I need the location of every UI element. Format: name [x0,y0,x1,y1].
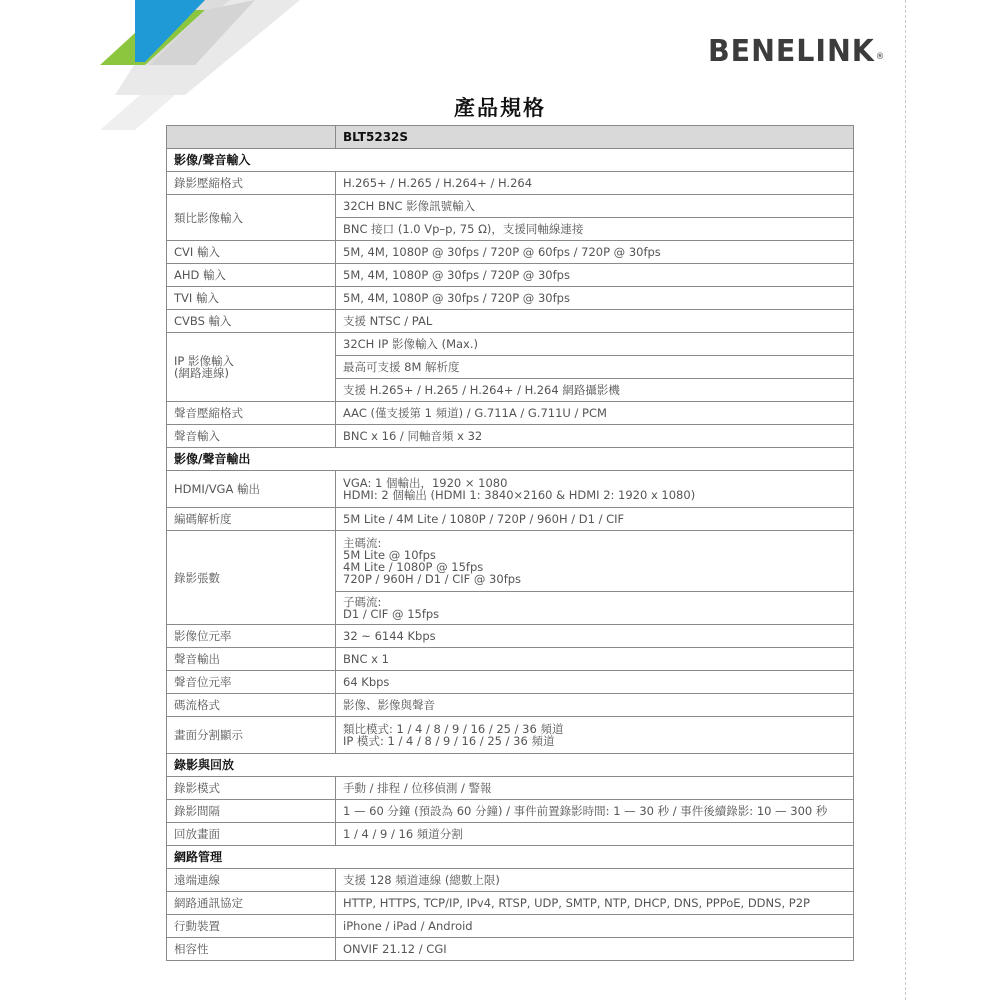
spec-label: 聲音輸入 [167,425,336,448]
spec-label: 聲音壓縮格式 [167,402,336,425]
spec-label: 錄影間隔 [167,800,336,823]
spec-row [167,823,854,846]
spec-value: 支援 128 頻道連線 (總數上限) [336,869,854,892]
spec-value: 支援 H.265+ / H.265 / H.264+ / H.264 網路攝影機 [336,379,854,402]
spec-value: BNC x 1 [336,648,854,671]
spec-row [167,425,854,448]
spec-value: iPhone / iPad / Android [336,915,854,938]
spec-row [167,915,854,938]
section-title: 錄影與回放 [167,754,854,777]
spec-label: 影像位元率 [167,625,336,648]
spec-row [167,195,854,218]
section-title: 影像/聲音輸入 [167,149,854,172]
spec-label: TVI 輸入 [167,287,336,310]
margin-guide-line [905,0,906,1000]
spec-label: 錄影壓縮格式 [167,172,336,195]
spec-value: 1 / 4 / 9 / 16 頻道分割 [336,823,854,846]
spec-label: 類比影像輸入 [167,195,336,241]
section-row [167,846,854,869]
spec-label: AHD 輸入 [167,264,336,287]
spec-label: 相容性 [167,938,336,961]
spec-value: HTTP, HTTPS, TCP/IP, IPv4, RTSP, UDP, SMTP, NTP, DHCP, DNS, PPPoE, DDNS, P2P [336,892,854,915]
spec-value: 5M, 4M, 1080P @ 30fps / 720P @ 60fps / 720P @ 30fps [336,241,854,264]
spec-row [167,648,854,671]
table-header-row [167,126,854,149]
spec-value: 32 ~ 6144 Kbps [336,625,854,648]
section-row [167,149,854,172]
header-blank-cell [167,126,336,149]
page-title: 產品規格 [454,96,546,120]
spec-value: AAC (僅支援第 1 頻道) / G.711A / G.711U / PCM [336,402,854,425]
spec-value: BNC x 16 / 同軸音頻 x 32 [336,425,854,448]
spec-value: BNC 接口 (1.0 Vp–p, 75 Ω)，支援同軸線連接 [336,218,854,241]
spec-value: 5M, 4M, 1080P @ 30fps / 720P @ 30fps [336,264,854,287]
spec-value: 5M Lite / 4M Lite / 1080P / 720P / 960H / D1 / CIF [336,508,854,531]
spec-label: 編碼解析度 [167,508,336,531]
spec-value: 主碼流: 5M Lite @ 10fps 4M Lite / 1080P @ 15fps 720P / 960H / D1 / CIF @ 30fps [336,531,854,592]
spec-label: CVBS 輸入 [167,310,336,333]
section-title: 影像/聲音輸出 [167,448,854,471]
spec-value: 手動 / 排程 / 位移偵測 / 警報 [336,777,854,800]
spec-label: CVI 輸入 [167,241,336,264]
spec-value: ONVIF 21.12 / CGI [336,938,854,961]
spec-value: 影像、影像與聲音 [336,694,854,717]
section-row [167,754,854,777]
spec-row [167,333,854,356]
spec-value: 類比模式: 1 / 4 / 8 / 9 / 16 / 25 / 36 頻道 IP 模式: 1 / 4 / 8 / 9 / 16 / 25 / 36 頻道 [336,717,854,754]
spec-row [167,777,854,800]
spec-label: 聲音位元率 [167,671,336,694]
spec-row [167,172,854,195]
spec-value: 5M, 4M, 1080P @ 30fps / 720P @ 30fps [336,287,854,310]
spec-label: 錄影張數 [167,531,336,625]
spec-label: 畫面分割顯示 [167,717,336,754]
spec-label: 聲音輸出 [167,648,336,671]
model-name: BLT5232S [336,126,854,149]
spec-label: 遠端連線 [167,869,336,892]
spec-value: 子碼流: D1 / CIF @ 15fps [336,592,854,625]
spec-row [167,892,854,915]
spec-row [167,717,854,754]
spec-row [167,287,854,310]
section-title: 網路管理 [167,846,854,869]
spec-value: 64 Kbps [336,671,854,694]
spec-row [167,310,854,333]
spec-row [167,671,854,694]
spec-table [166,125,854,961]
spec-row [167,938,854,961]
spec-row [167,508,854,531]
spec-value: 32CH IP 影像輸入 (Max.) [336,333,854,356]
spec-row [167,264,854,287]
spec-value: H.265+ / H.265 / H.264+ / H.264 [336,172,854,195]
spec-label: IP 影像輸入 (網路連線) [167,333,336,402]
benelink-logo: BENELINK® [708,34,886,69]
spec-row [167,694,854,717]
spec-row [167,531,854,592]
spec-value: VGA: 1 個輸出，1920 × 1080 HDMI: 2 個輸出 (HDMI 1: 3840×2160 & HDMI 2: 1920 x 1080) [336,471,854,508]
spec-row [167,402,854,425]
spec-row [167,625,854,648]
spec-value: 1 — 60 分鐘 (預設為 60 分鐘) / 事件前置錄影時間: 1 — 30 秒 / 事件後續錄影: 10 — 300 秒 [336,800,854,823]
section-row [167,448,854,471]
spec-row [167,241,854,264]
spec-label: 錄影模式 [167,777,336,800]
spec-row [167,800,854,823]
spec-label: HDMI/VGA 輸出 [167,471,336,508]
spec-row [167,471,854,508]
spec-value: 最高可支援 8M 解析度 [336,356,854,379]
spec-value: 32CH BNC 影像訊號輸入 [336,195,854,218]
spec-value: 支援 NTSC / PAL [336,310,854,333]
spec-row [167,869,854,892]
spec-label: 回放畫面 [167,823,336,846]
spec-label: 碼流格式 [167,694,336,717]
spec-label: 行動裝置 [167,915,336,938]
spec-label: 網路通訊協定 [167,892,336,915]
